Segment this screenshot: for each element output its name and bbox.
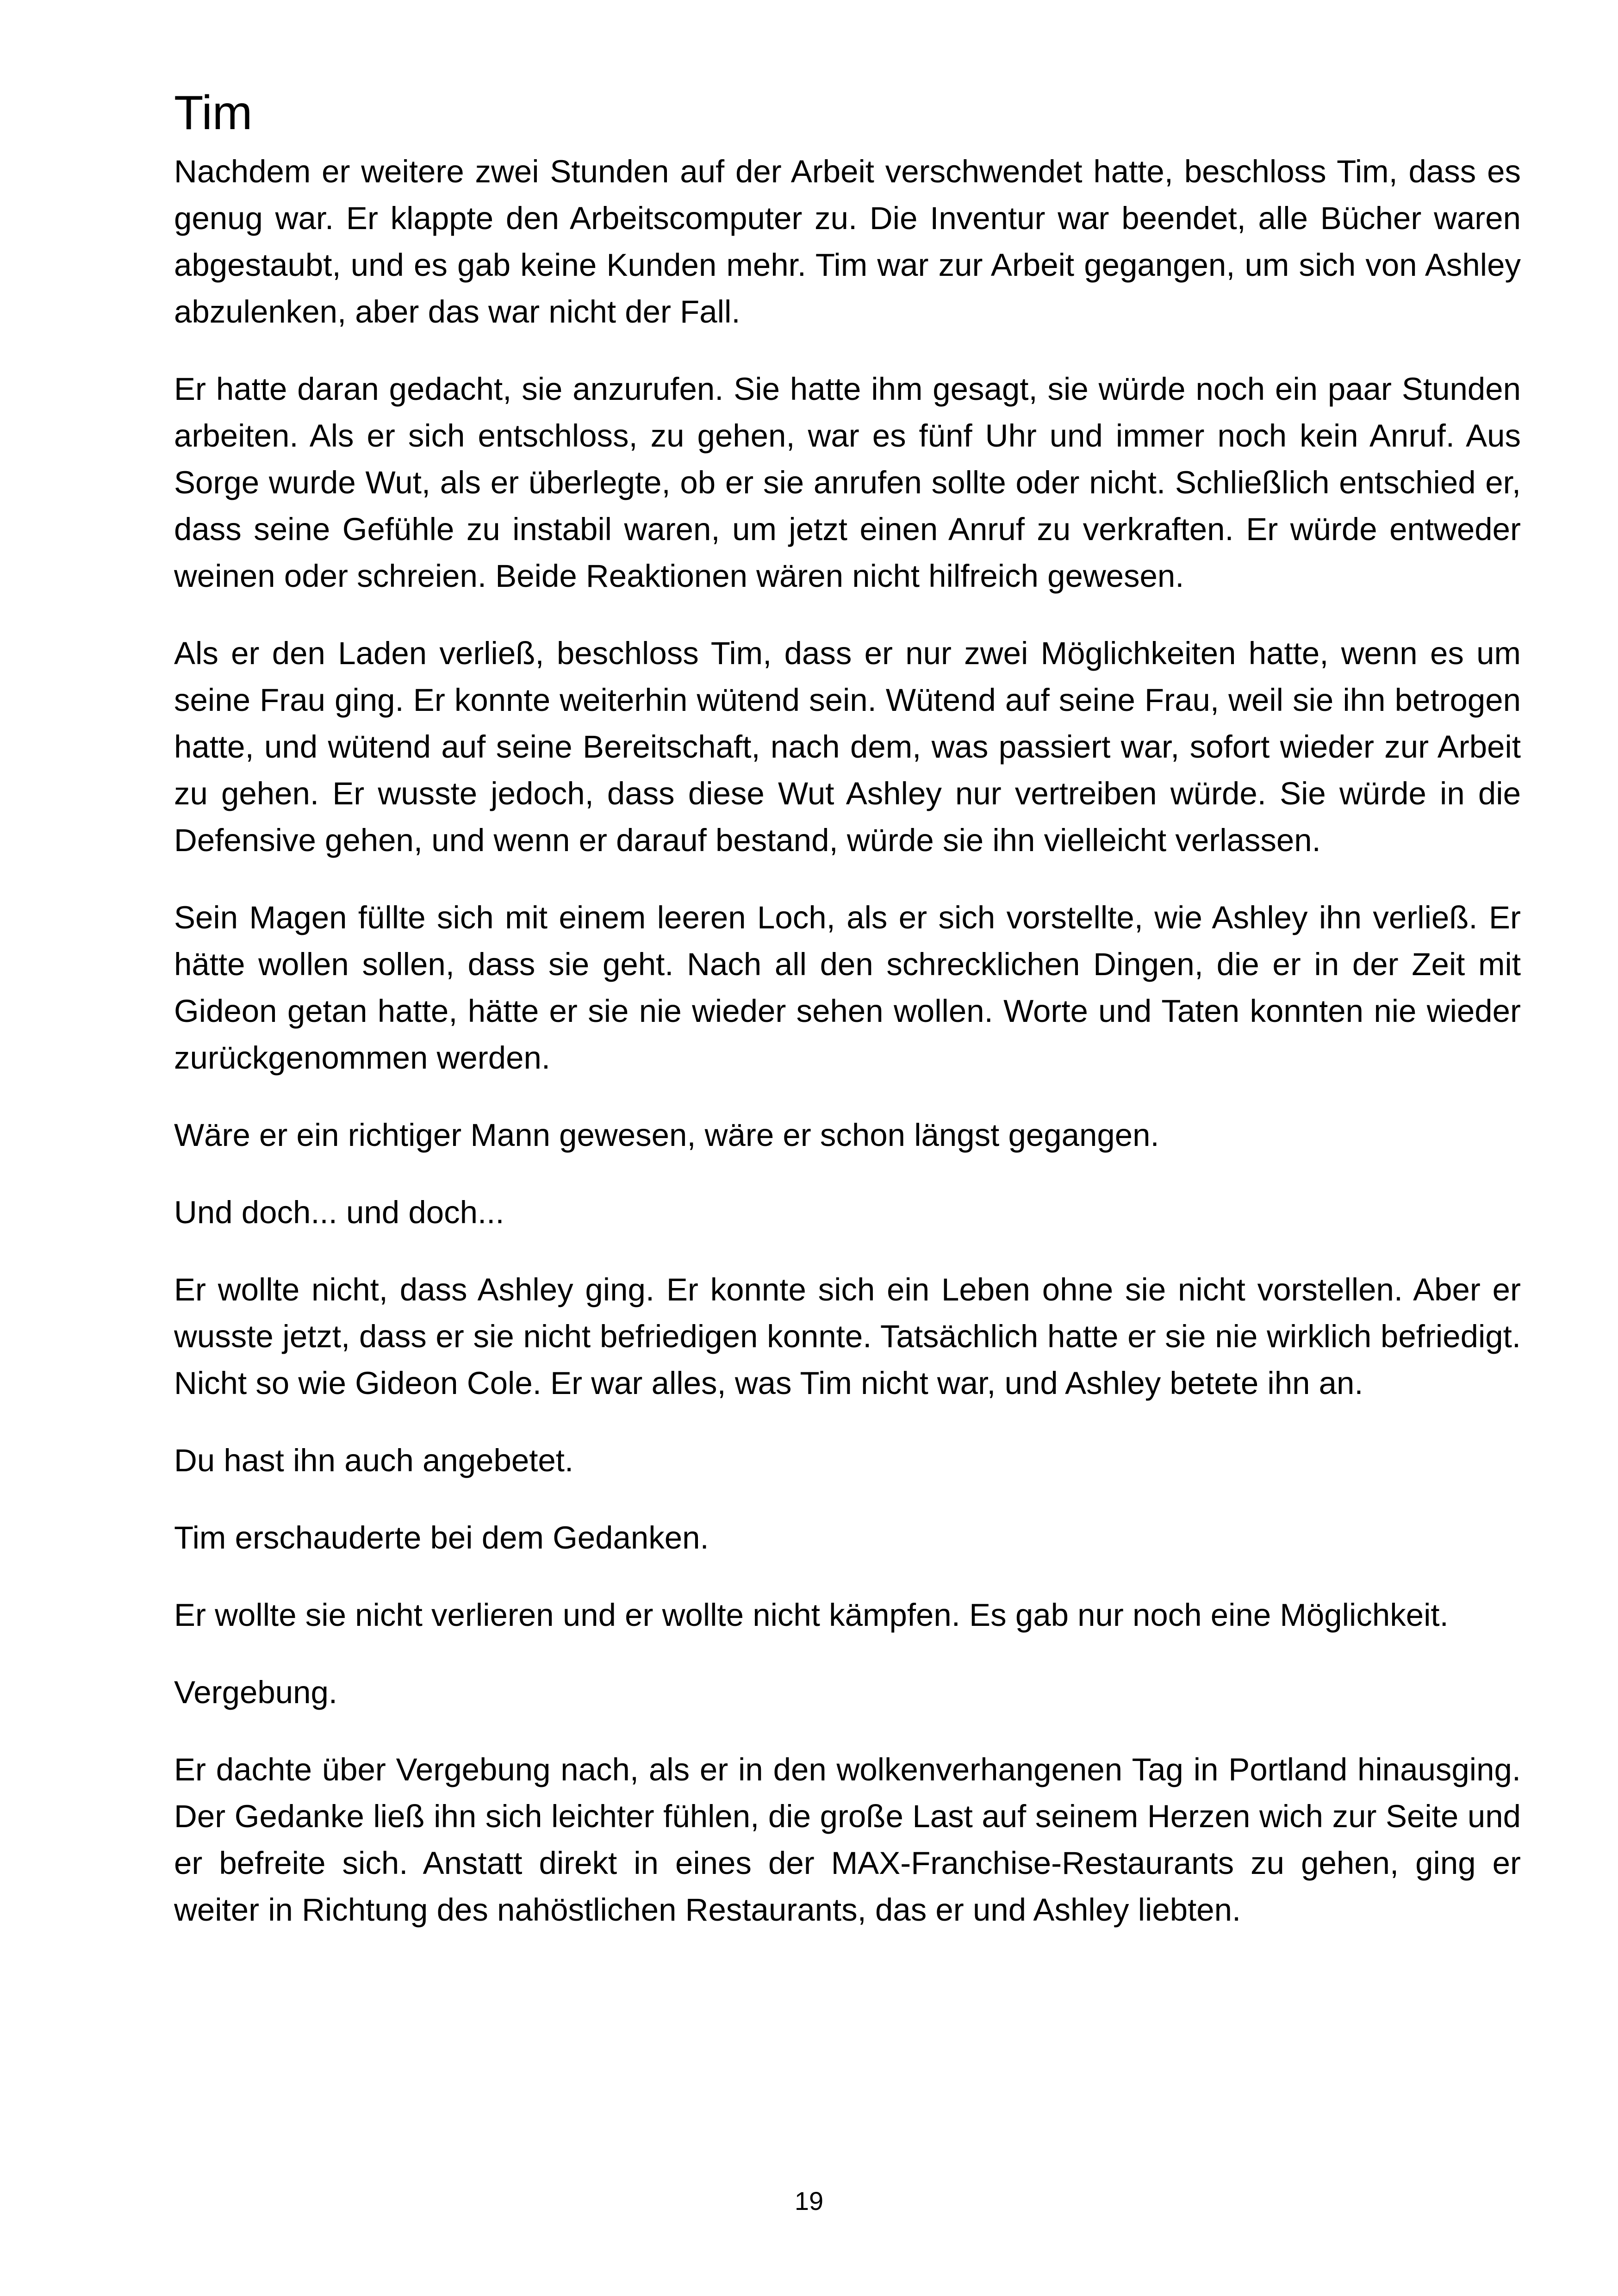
- paragraph: Und doch... und doch...: [174, 1195, 504, 1230]
- paragraph: Sein Magen füllte sich mit einem leeren Loch, als er sich vorstellte, wie Ashley ihn verließ. Er hätte wollen sollen, dass sie geht. Nach all den schrecklichen Dingen, die er in der Zeit mit Gideon getan hatte, hätte er sie nie wieder sehen wollen. Worte und Taten konnten nie wieder zurückgenommen werden.: [174, 900, 1521, 1076]
- paragraph: Er wollte nicht, dass Ashley ging. Er konnte sich ein Leben ohne sie nicht vorstellen. Aber er wusste jetzt, dass er sie nicht befriedigen konnte. Tatsächlich hatte er sie nie wirklich befriedigt. Nicht so wie Gideon Cole. Er war alles, was Tim nicht war, und Ashley betete ihn an.: [174, 1272, 1521, 1401]
- paragraph: Nachdem er weitere zwei Stunden auf der Arbeit verschwendet hatte, beschloss Tim, dass es genug war. Er klappte den Arbeitscomputer zu. Die Inventur war beendet, alle Bücher waren abgestaubt, und es gab keine Kunden mehr. Tim war zur Arbeit gegangen, um sich von Ashley abzulenken, aber das war nicht der Fall.: [174, 154, 1521, 330]
- paragraph: Du hast ihn auch angebetet.: [174, 1443, 574, 1478]
- paragraph: Wäre er ein richtiger Mann gewesen, wäre er schon längst gegangen.: [174, 1117, 1159, 1153]
- page-number: 19: [794, 2186, 824, 2215]
- paragraph: Als er den Laden verließ, beschloss Tim, dass er nur zwei Möglichkeiten hatte, wenn es um seine Frau ging. Er konnte weiterhin wütend sein. Wütend auf seine Frau, weil sie ihn betrogen hatte, und wütend auf seine Bereitschaft, nach dem, was passiert war, sofort wieder zur Arbeit zu gehen. Er wusste jedoch, dass diese Wut Ashley nur vertreiben würde. Sie würde in die Defensive gehen, und wenn er darauf bestand, würde sie ihn vielleicht verlassen.: [174, 635, 1521, 858]
- paragraph: Er hatte daran gedacht, sie anzurufen. Sie hatte ihm gesagt, sie würde noch ein paar Stunden arbeiten. Als er sich entschloss, zu gehen, war es fünf Uhr und immer noch kein Anruf. Aus Sorge wurde Wut, als er überlegte, ob er sie anrufen sollte oder nicht. Schließlich entschied er, dass seine Gefühle zu instabil waren, um jetzt einen Anruf zu verkraften. Er würde entweder weinen oder schreien. Beide Reaktionen wären nicht hilfreich gewesen.: [174, 371, 1521, 594]
- paragraph: Vergebung.: [174, 1674, 337, 1710]
- chapter-title: Tim: [174, 86, 253, 140]
- paragraph: Er dachte über Vergebung nach, als er in den wolkenverhangenen Tag in Portland hinausging. Der Gedanke ließ ihn sich leichter fühlen, die große Last auf seinem Herzen wich zur Seite und er befreite sich. Anstatt direkt in eines der MAX-Franchise-Restaurants zu gehen, ging er weiter in Richtung des nahöstlichen Restaurants, das er und Ashley liebten.: [174, 1752, 1521, 1928]
- paragraph: Er wollte sie nicht verlieren und er wollte nicht kämpfen. Es gab nur noch eine Möglichkeit.: [174, 1597, 1449, 1633]
- page-content: [174, 83, 1521, 1933]
- paragraph: Tim erschauderte bei dem Gedanken.: [174, 1520, 709, 1556]
